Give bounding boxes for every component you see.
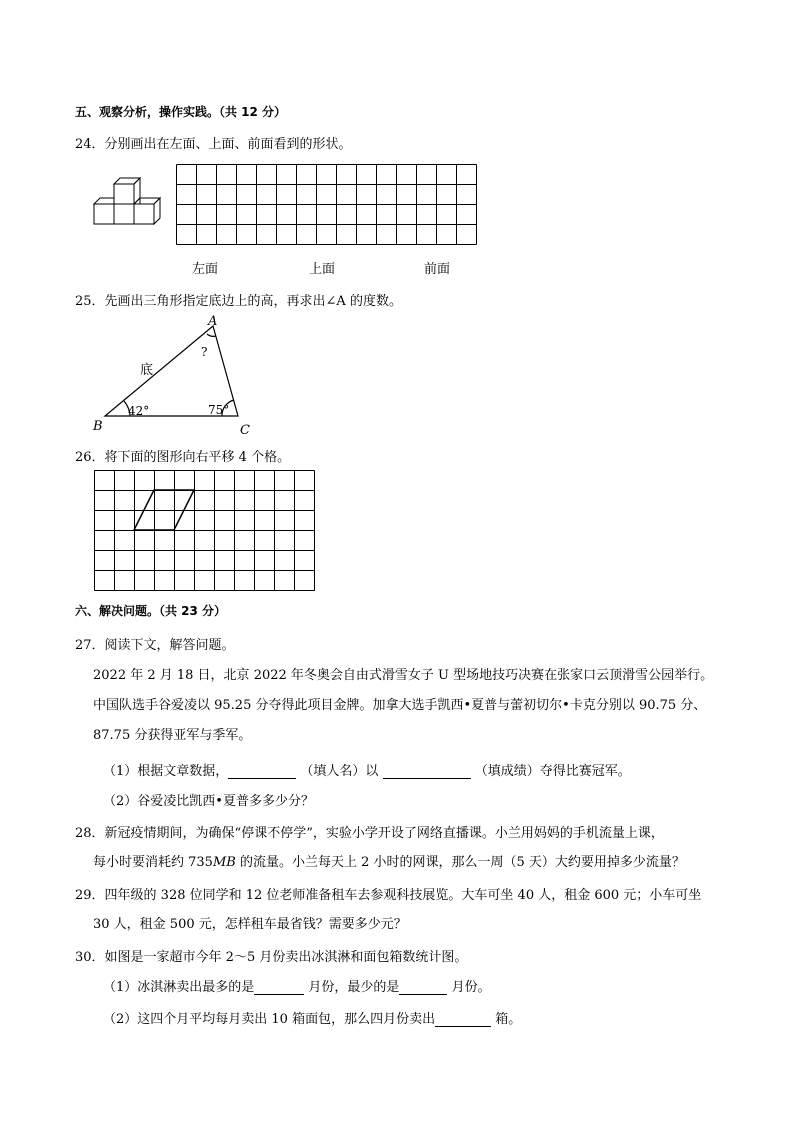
q27-sub1-mid: （填人名）以: [300, 764, 379, 779]
q27-paragraph-line1: 2022 年 2 月 18 日，北京 2022 年冬奥会自由式滑雪女子 U 型场地技巧决赛在张家口云顶滑雪公园举行。: [93, 668, 714, 683]
base-label: 底: [140, 363, 154, 378]
q28-line2-b: 的流量。小兰每天上 2 小时的网课，那么一周（5 天）大约要用掉多少流量？: [235, 855, 685, 870]
angle-a-unknown: ?: [201, 345, 208, 359]
q30-sub1-c: 月份。: [451, 980, 491, 995]
q26-grid: [94, 470, 315, 591]
vertex-b-label: B: [93, 419, 103, 434]
q30-sub2-b: 箱。: [495, 1012, 522, 1027]
q27-sub1-prefix: （1）根据文章数据，: [103, 764, 229, 779]
angle-b-label: 42°: [128, 404, 150, 418]
triangle-figure: [90, 312, 250, 437]
question-27: 27．阅读下文，解答问题。: [75, 638, 235, 653]
q30-sub2-a: （2）这四个月平均每月卖出 10 箱面包，那么四月份卖出: [103, 1012, 436, 1027]
q27-sub1-suffix: （填成绩）夺得比赛冠军。: [474, 764, 631, 779]
q27-sub1: [103, 760, 631, 779]
cube-stack-figure: [90, 170, 170, 245]
question-28-line2: [93, 851, 685, 870]
question-28-line1: 28．新冠疫情期间，为确保“停课不停学”，实验小学开设了网络直播课。小兰用妈妈的手机流量上课，: [75, 826, 664, 841]
q30-sub2: [103, 1008, 521, 1027]
q28-unit: MB: [212, 855, 236, 870]
q27-paragraph-line3: 87.75 分获得亚军与季军。: [93, 728, 252, 743]
vertex-c-label: C: [240, 423, 250, 438]
question-30: 30．如图是一家超市今年 2～5 月份卖出冰淇淋和面包箱数统计图。: [75, 950, 468, 965]
q30-sub1-b: 月份，最少的是: [308, 980, 400, 995]
question-29-line1: 29．四年级的 328 位同学和 12 位老师准备租车去参观科技展览。大车可坐 40 人，租金 600 元；小车可坐: [75, 888, 702, 903]
q30-sub1: [103, 976, 491, 995]
q30-sub1-a: （1）冰淇淋卖出最多的是: [103, 980, 255, 995]
q30-blank-april[interactable]: [435, 1012, 491, 1027]
label-front-view: 前面: [424, 262, 451, 277]
label-left-view: 左面: [192, 262, 219, 277]
section-title-5: 五、观察分析，操作实践。（共 12 分）: [75, 105, 287, 119]
q30-blank-most[interactable]: [254, 980, 304, 995]
q27-blank-score[interactable]: [383, 764, 471, 779]
question-25: 25．先画出三角形指定底边上的高，再求出∠A 的度数。: [75, 294, 402, 309]
q24-grid: [176, 164, 477, 245]
label-top-view: 上面: [309, 262, 336, 277]
question-29-line2: 30 人，租金 500 元，怎样租车最省钱？需要多少元？: [93, 917, 407, 932]
section-title-6: 六、解决问题。（共 23 分）: [75, 604, 227, 618]
q27-blank-name[interactable]: [228, 764, 296, 779]
question-24: 24．分别画出在左面、上面、前面看到的形状。: [75, 137, 352, 152]
vertex-a-label: A: [208, 314, 218, 329]
q28-line2-a: 每小时要消耗约 735: [93, 855, 213, 870]
angle-c-label: 75°: [208, 403, 230, 417]
question-26: 26．将下面的图形向右平移 4 个格。: [75, 450, 291, 465]
q27-sub2: （2）谷爱凌比凯西•夏普多多少分？: [103, 794, 314, 809]
q30-blank-least[interactable]: [399, 980, 447, 995]
q27-paragraph-line2: 中国队选手谷爱凌以 95.25 分夺得此项目金牌。加拿大选手凯西•夏普与蕾初切尔•卡克分别以 90.75 分、: [93, 698, 707, 713]
